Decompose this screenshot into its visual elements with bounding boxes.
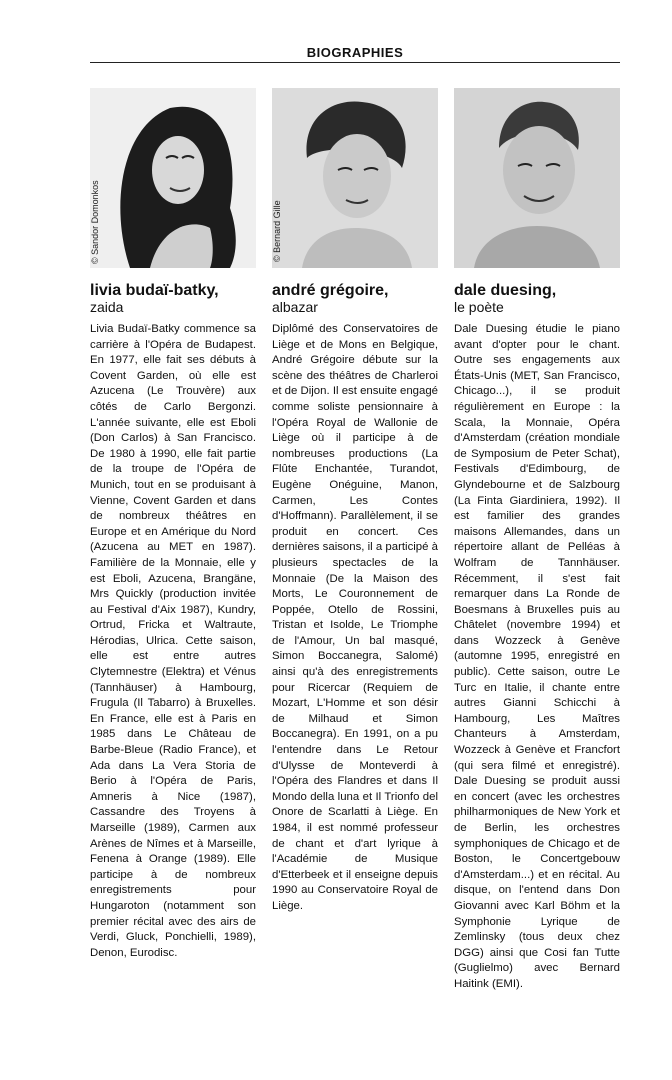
artist-name: andré grégoire,: [272, 282, 389, 299]
portrait-photo: [90, 88, 256, 268]
artist-column-budai-batky: [90, 88, 256, 961]
artist-role: zaida: [90, 299, 124, 315]
man-portrait-illustration: [272, 88, 438, 268]
page-header: [90, 42, 620, 63]
artist-name: dale duesing,: [454, 282, 557, 299]
artist-column-gregoire: [272, 88, 438, 915]
artist-biography: Dale Duesing étudie le piano avant d'opter pour le chant. Outre ses engagements aux États-Unis (MET, San Francisco, Chicago...), il se produit régulièrement en Europe : la Scala, la Monnaie, Opéra d'Amsterdam (création mondiale de Symposium de Peter Schat), Festivals d'Edimbourg, de Glyndebourne et de Salzbourg (La Finta Giardiniera, 1992). Il est familier des grandes maisons Allemandes, dans un répertoire allant de Pelléas à Wolfram de Tannhäuser. Récemment, il s'est fait remarquer dans La Ronde de Boesmans à Bruxelles puis au Châtelet (novembre 1994) et dans Wozzeck à Genève (automne 1995, enregistré en public). Cette saison, outre Le Turc en Italie, il chante entre autres Gianni Schicchi à Hambourg, Les Maîtres Chanteurs à Amsterdam, Wozzeck à Genève et Francfort (qui sera filmé et enregistré). Dale Duesing se produit aussi en concert (avec les orchestres philharmoniques de New York et de Berlin, les orchestres symphoniques de Chicago et de Boston, le Concertgebouw d'Amsterdam...) et en récital. Au disque, on l'entend dans Don Giovanni avec Karl Böhm et la Symphonie Lyrique de Zemlinsky (tous deux chez DGG) ainsi que Cosi fan Tutte (Guglielmo) avec Bernard Haitink (EMI).: [454, 323, 620, 990]
section-title: BIOGRAPHIES: [306, 45, 404, 60]
man-portrait-illustration: [454, 88, 620, 268]
photo-credit: © Sandor Domonkos: [90, 180, 100, 264]
portrait-photo: [272, 88, 438, 268]
woman-portrait-illustration: [90, 88, 256, 268]
artist-biography: Livia Budaï-Batky commence sa carrière à l'Opéra de Budapest. En 1977, elle fait ses débuts à Covent Garden, où elle est Azucena (Le Trouvère) aux côtés de Carlo Bergonzi. L'année suivante, elle est Eboli (Don Carlos) à San Francisco. De 1980 à 1990, elle fait partie de la troupe de l'Opéra de Munich, tout en se produisant à Vienne, Covent Garden et dans de nombreux théâtres en Europe et en Amérique du Nord (Azucena au MET en 1987). Familière de la Monnaie, elle y est Eboli, Azucena, Brangäne, Mrs Quickly (production invitée au Festival d'Aix 1987), Kundry, Ortrud, Fricka et Waltraute, Hérodias, Ulrica. Cette saison, elle est entre autres Clytemnestre (Elektra) et Vénus (Tannhäuser) à Hambourg, Frugula (Il Tabarro) à Bruxelles. En France, elle est à Paris en 1985 dans Le Château de Barbe-Bleue (Radio France), et Ada dans La Vera Storia de Berio à l'Opéra de Paris, Amneris à Nice (1987), Cassandre des Troyens à Marseille (1989), Carmen aux Arènes de Nîmes et à Marseille, Fenena à Orange (1989). Elle participe à de nombreux enregistrements pour Hungaroton (notamment son premier récital avec des airs de Verdi, Gluck, Ponchielli, 1989), Denon, Eurodisc.: [90, 323, 256, 959]
artist-biography: Diplômé des Conservatoires de Liège et de Mons en Belgique, André Grégoire débute sur la scène des théâtres de Charleroi et de Dijon. Il est ensuite engagé comme soliste pensionnaire à l'Opéra Royal de Wallonie de Liège où il participe à de nombreuses productions (La Flûte Enchantée, Turandot, Eugène Onéguine, Manon, Carmen, Les Contes d'Hoffmann). Parallèlement, il se produit en concert. Ces dernières saisons, il a participé à plusieurs spectacles de la Monnaie (De la Maison des Morts, Le Couronnement de Poppée, Otello de Rossini, Tristan et Isolde, Le Triomphe de l'Amour, Un bal masqué, Simon Boccanegra, Salomé) ainsi qu'à des enregistrements pour Ricercar (Requiem de Mozart, L'Homme et son désir de Milhaud et Simon Boccanegra). En 1991, on a pu l'entendre dans Le Retour d'Ulysse de Monteverdi à l'Opéra des Flandres et dans Il Mondo della luna et Il Trionfo del Onore de Scarlatti à Liège. En 1984, il est nommé professeur de chant et d'art lyrique à l'Académie de Musique d'Etterbeek et il enseigne depuis 1990 au Conservatoire Royal de Liège.: [272, 323, 438, 912]
photo-credit: © Bernard Gille: [272, 200, 282, 262]
artist-role: le poète: [454, 299, 504, 315]
artist-role: albazar: [272, 299, 318, 315]
artist-name: livia budaï-batky,: [90, 282, 219, 299]
artist-column-duesing: [454, 88, 620, 993]
portrait-photo: [454, 88, 620, 268]
